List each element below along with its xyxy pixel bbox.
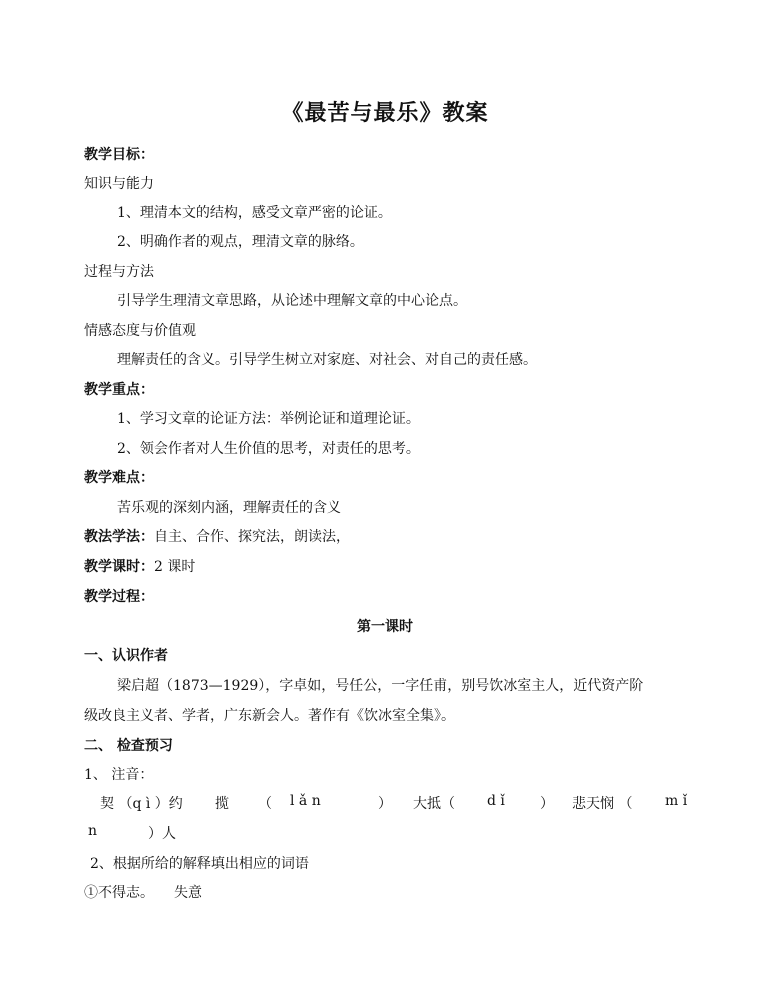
key-point-1: 1、学习文章的论证方法：举例论证和道理论证。 xyxy=(117,411,420,427)
emotion-title: 情感态度与价值观 xyxy=(84,323,196,339)
pinyin-word-2: 揽 xyxy=(215,796,229,812)
process-text: 引导学生理清文章思路，从论述中理解文章的中心论点。 xyxy=(117,293,467,309)
pinyin-word-2-open: （ xyxy=(258,796,272,812)
emotion-text: 理解责任的含义。引导学生树立对家庭、对社会、对自己的责任感。 xyxy=(117,352,537,368)
hours-label: 教学课时： xyxy=(84,559,154,575)
pinyin-word-4-tail: n xyxy=(88,823,98,839)
hours-value: 2 课时 xyxy=(154,559,196,575)
section2-item1: 1、 注音： xyxy=(84,767,154,783)
pinyin-word-4-py: m ǐ xyxy=(665,793,688,809)
pinyin-word-3: 大抵（ xyxy=(413,796,455,812)
item2-a1-text: 失意 xyxy=(174,885,202,901)
difficulties-text: 苦乐观的深刻内涵，理解责任的含义 xyxy=(117,500,341,516)
lesson-title: 第一课时 xyxy=(357,619,413,635)
key-points-heading: 教学重点： xyxy=(84,382,154,398)
pinyin-word-4-close: ）人 xyxy=(148,826,176,842)
methods-value: 自主、合作、探究法，朗读法， xyxy=(154,529,350,545)
methods-line xyxy=(84,526,350,546)
item2-question-1 xyxy=(84,882,202,902)
methods-label: 教法学法： xyxy=(84,529,154,545)
section1-heading: 一、认识作者 xyxy=(84,648,168,664)
section1-line-2: 级改良主义者、学者，广东新会人。著作有《饮冰室全集》。 xyxy=(84,708,455,724)
section1-line-1: 梁启超（1873—1929），字卓如，号任公，一字任甫，别号饮冰室主人，近代资产阶 xyxy=(117,678,644,694)
difficulties-heading: 教学难点： xyxy=(84,470,154,486)
document-title: 《最苦与最乐》教案 xyxy=(281,100,489,126)
pinyin-word-3-close: ） xyxy=(540,796,554,812)
item2-q1-text: ①不得志。 xyxy=(84,885,154,901)
process-title: 过程与方法 xyxy=(84,264,154,280)
knowledge-item-1: 1、理清本文的结构，感受文章严密的论证。 xyxy=(117,205,392,221)
section2-item2: 2、根据所给的解释填出相应的词语 xyxy=(90,856,309,872)
pinyin-word-3-py: d ǐ xyxy=(487,793,505,809)
key-point-2: 2、领会作者对人生价值的思考，对责任的思考。 xyxy=(117,441,420,457)
process-heading: 教学过程： xyxy=(84,589,154,605)
knowledge-item-2: 2、明确作者的观点，理清文章的脉络。 xyxy=(117,234,364,250)
section2-heading: 二、 检查预习 xyxy=(84,738,173,754)
pinyin-word-2-py: l ǎ n xyxy=(290,793,321,809)
pinyin-word-2-close: ） xyxy=(378,796,392,812)
hours-line xyxy=(84,556,195,576)
objectives-heading: 教学目标： xyxy=(84,147,154,163)
pinyin-word-4: 悲天悯 （ xyxy=(572,796,633,812)
pinyin-word-1: 契 （q ì ）约 xyxy=(100,796,183,812)
knowledge-title: 知识与能力 xyxy=(84,176,154,192)
